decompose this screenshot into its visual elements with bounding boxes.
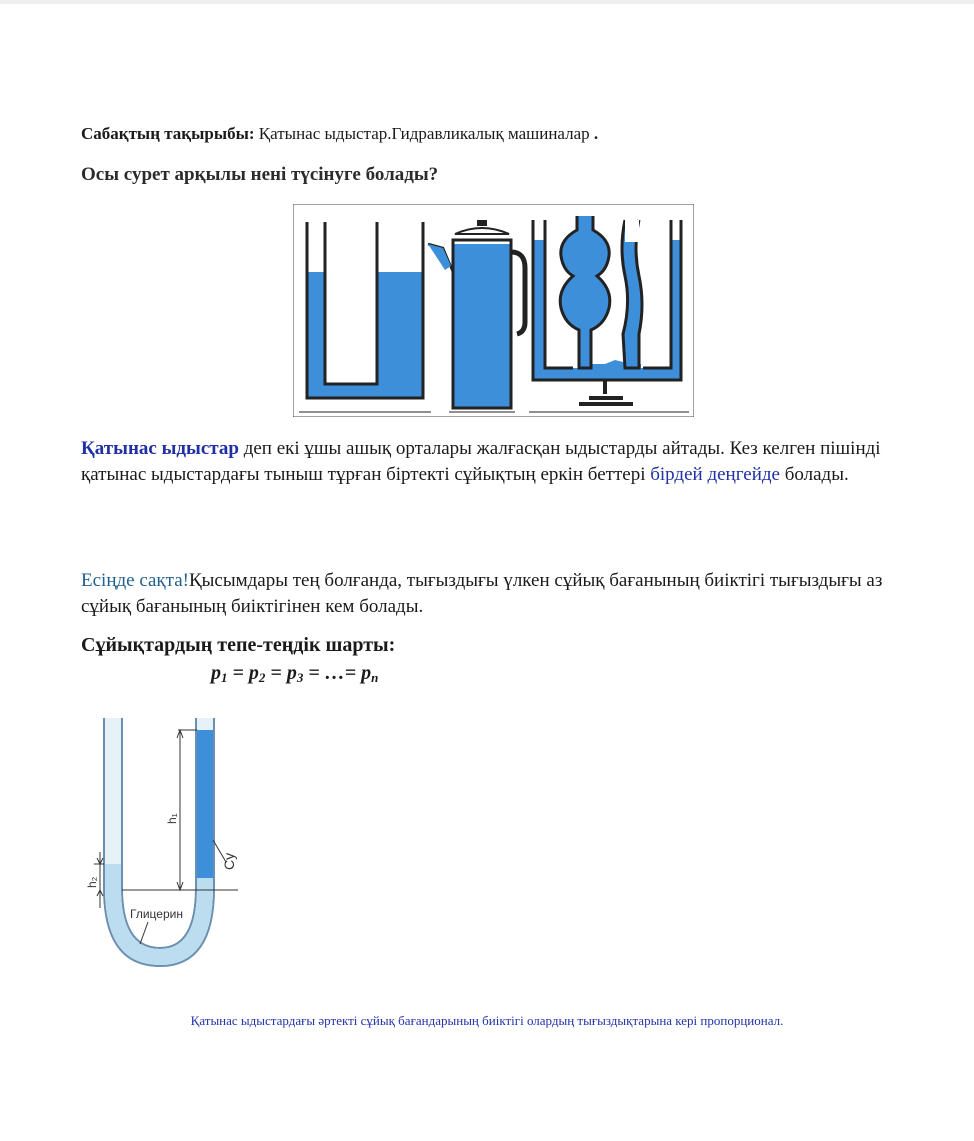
- remember-paragraph: [81, 568, 921, 620]
- lesson-topic: [81, 124, 598, 144]
- water-column: [197, 730, 213, 878]
- top-strip: [0, 0, 974, 4]
- topic-value: Қатынас ыдыстар.Гидравликалық машиналар: [254, 124, 590, 143]
- definition-text-a: деп екі ұшы ашық орталары жалғасқан ыдыстарды айтады. Кез келген пішінді қатынас ыдыстардағы тыныш тұрған біртекті сұйықтың еркін беттері: [81, 438, 881, 485]
- equilibrium-formula: $p_1 = p_2 = p_3$ = …= $p_n$: [211, 662, 379, 685]
- definition-term: Қатынас ыдыстар: [81, 438, 239, 459]
- topic-label: Сабақтың тақырыбы:: [81, 124, 255, 143]
- definition-highlight: бірдей деңгейде: [650, 464, 780, 485]
- water-label: Су: [221, 852, 237, 870]
- question-heading: Осы сурет арқылы нені түсінуге болады?: [81, 164, 439, 185]
- definition-text-b: болады.: [779, 464, 849, 485]
- remember-text: Қысымдары тең болғанда, тығыздығы үлкен сұйық бағанының биіктігі тығыздығы аз сұйық бағанының биіктігінен кем болады.: [81, 570, 883, 617]
- remember-label: Есіңде сақта!: [81, 570, 189, 591]
- h2-label: h₂: [85, 876, 99, 888]
- h1-label: h₁: [165, 813, 179, 824]
- u-tube-figure: [80, 712, 250, 974]
- glycerin-label: Глицерин: [130, 907, 183, 921]
- topic-end: .: [589, 124, 599, 143]
- definition-paragraph: [81, 436, 921, 488]
- figure-caption: Қатынас ыдыстардағы әртекті сұйық бағандарының биіктігі олардың тығыздықтарына кері пропорционал.: [190, 1013, 784, 1028]
- equilibrium-title: Сұйықтардың тепе-теңдік шарты:: [81, 634, 396, 656]
- vessels-figure: [293, 204, 694, 417]
